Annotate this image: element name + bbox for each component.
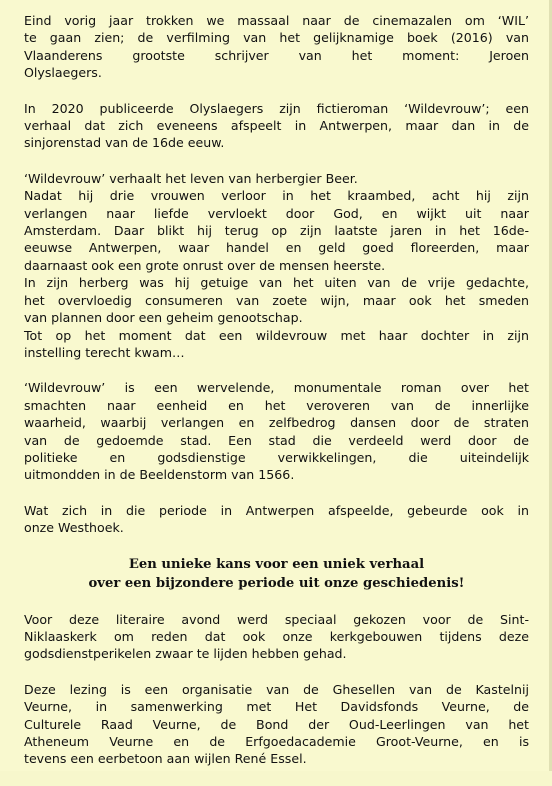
- text-line: smachten naar eenheid en het veroveren van de innerlijke: [24, 397, 529, 413]
- text-line: In zijn herberg was hij getuige van het uiten van de vrije gedachte,: [24, 275, 529, 291]
- text-line: uitmondden in de Beeldenstorm van 1566.: [24, 467, 295, 483]
- text-line: het overvloedig consumeren van zoete wijn, maar ook het smeden: [24, 292, 529, 308]
- text-line: Niklaaskerk om reden dat ook onze kerkgebouwen tijdens deze: [24, 628, 529, 644]
- text-line: Wat zich in die periode in Antwerpen afspeelde, gebeurde ook in: [24, 502, 529, 518]
- paragraph-organisers: [24, 681, 529, 768]
- text-line: Culturele Raad Veurne, de Bond der Oud-Leerlingen van het: [24, 716, 529, 732]
- text-line: ‘Wildevrouw’ is een wervelende, monumentale roman over het: [24, 380, 529, 396]
- paragraph-intro: [24, 12, 529, 82]
- text-line: Vlaanderens grootste schrijver van het moment: Jeroen: [24, 47, 529, 63]
- text-line: Nadat hij drie vrouwen verloor in het kraambed, acht hij zijn: [24, 188, 529, 204]
- text-line: tevens een eerbetoon aan wijlen René Essel.: [24, 751, 307, 767]
- text-line: Amsterdam. Daar blikt hij terug op zijn laatste jaren in het 16de-: [24, 223, 529, 239]
- paragraph-wildevrouw-publication: [24, 100, 529, 152]
- text-line: te gaan zien; de verfilming van het gelijknamige boek (2016) van: [24, 30, 529, 46]
- paragraph-story: [24, 170, 529, 361]
- text-line: ‘Wildevrouw’ verhaalt het leven van herbergier Beer.: [24, 170, 358, 186]
- document-body: [24, 12, 529, 786]
- text-line: Tot op het moment dat een wildevrouw met haar dochter in zijn: [24, 327, 529, 343]
- text-line: godsdienstperikelen zwaar te lijden hebben gehad.: [24, 646, 347, 662]
- paragraph-westhoek: [24, 502, 529, 537]
- text-line: In 2020 publiceerde Olyslaegers zijn fictieroman ‘Wildevrouw’; een: [24, 100, 529, 116]
- headline: [24, 555, 529, 593]
- paragraph-novel-description: [24, 379, 529, 483]
- text-line: Olyslaegers.: [24, 65, 102, 81]
- text-line: verlangen naar liefde vervloekt door God, en wijkt uit naar: [24, 205, 529, 221]
- text-line: onze Westhoek.: [24, 520, 124, 536]
- headline-line: Een unieke kans voor een uniek verhaal: [128, 556, 425, 572]
- text-line: sinjorenstad van de 16de eeuw.: [24, 135, 225, 151]
- text-line: Veurne, in samenwerking met Het Davidsfonds Veurne, de: [24, 699, 529, 715]
- text-line: van de gedoemde stad. Een stad die verdeeld werd door de: [24, 432, 529, 448]
- headline-line: over een bijzondere periode uit onze geschiedenis!: [88, 575, 465, 591]
- text-line: waarheid, waarbij verlangen en zelfbedrog dansen door de straten: [24, 415, 529, 431]
- text-line: Voor deze literaire avond werd speciaal gekozen voor de Sint-: [24, 611, 529, 627]
- text-line: eeuwse Antwerpen, waar handel en geld goed floreerden, maar: [24, 240, 529, 256]
- text-line: verhaal dat zich eveneens afspeelt in Antwerpen, maar dan in de: [24, 118, 529, 134]
- text-line: Atheneum Veurne en de Erfgoedacademie Groot-Veurne, en is: [24, 734, 529, 749]
- text-line: van plannen door een geheim genootschap.: [24, 310, 303, 326]
- text-line: politieke en godsdienstige verwikkelingen, die uiteindelijk: [24, 449, 529, 465]
- text-line: instelling terecht kwam…: [24, 344, 185, 360]
- text-line: Deze lezing is een organisatie van de Ghesellen van de Kastelnij: [24, 681, 529, 697]
- text-line: daarnaast ook een grote onrust over de mensen heerste.: [24, 257, 386, 273]
- paragraph-venue: [24, 611, 529, 663]
- text-line: Eind vorig jaar trokken we massaal naar de cinemazalen om ‘WIL’: [24, 13, 529, 28]
